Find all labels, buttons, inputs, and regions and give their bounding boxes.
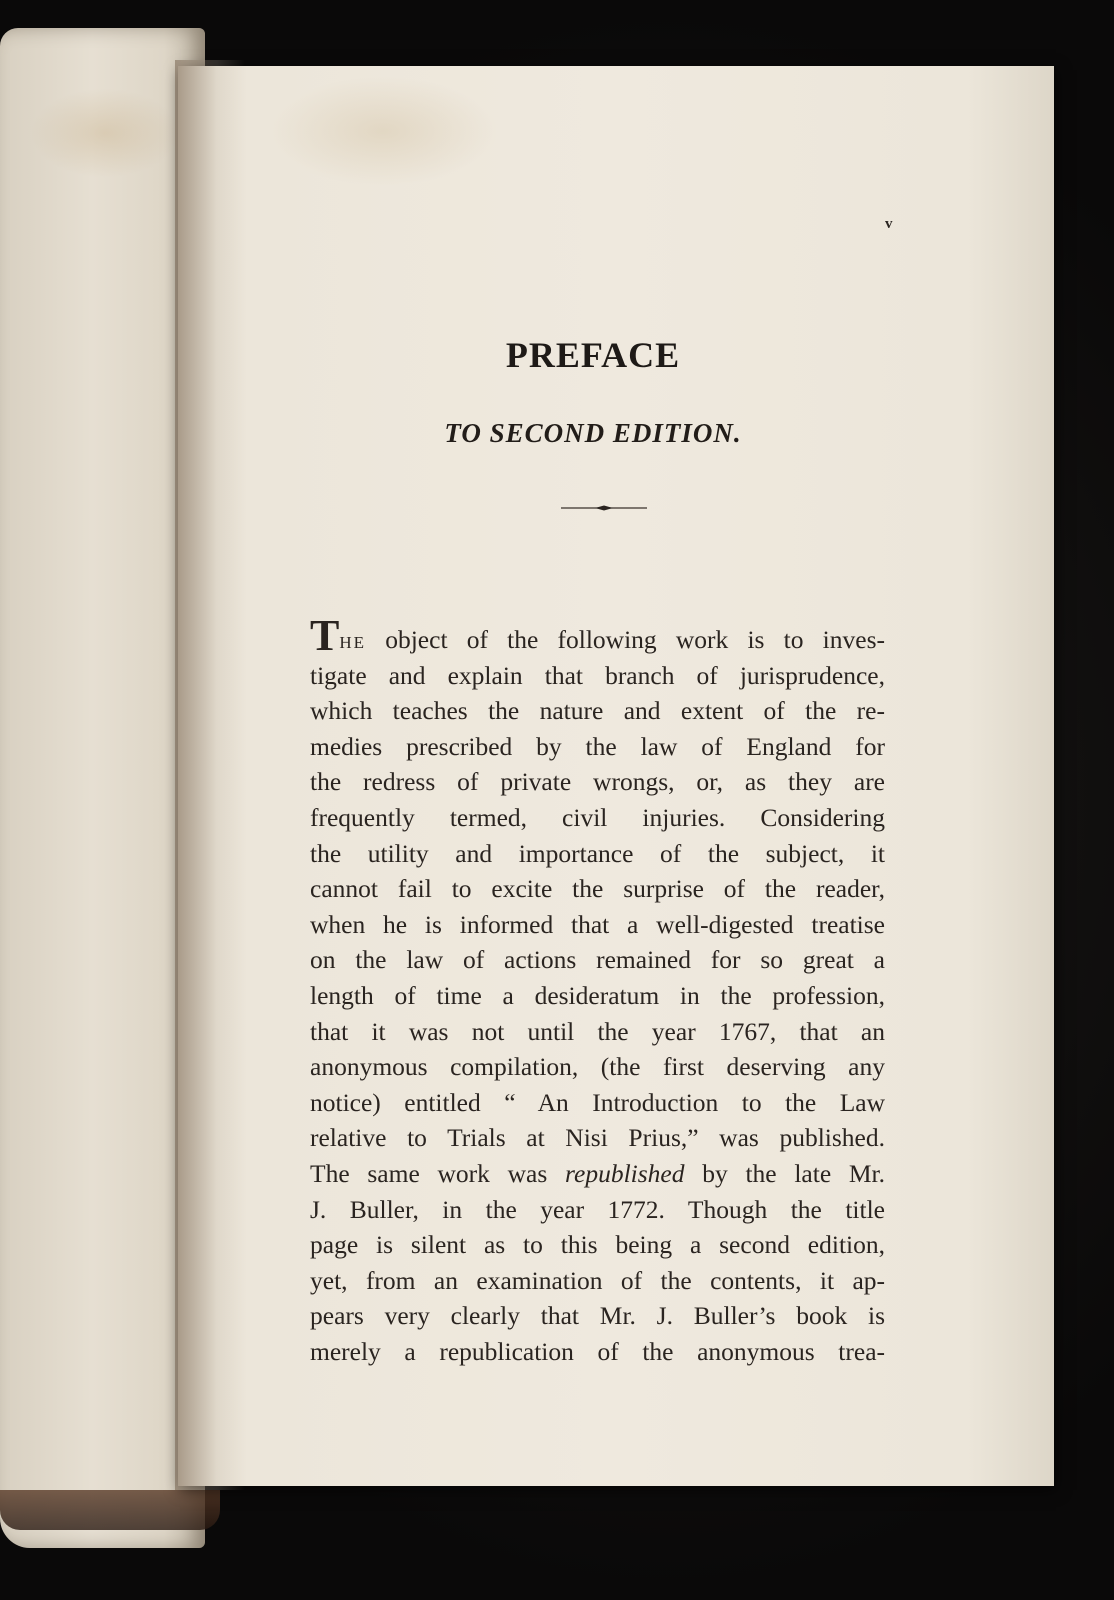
text-line: J. Buller, in the year 1772. Though the title xyxy=(310,1194,885,1224)
page-stain xyxy=(30,88,180,178)
text-line xyxy=(310,611,885,660)
book-cover-edge xyxy=(0,1490,220,1530)
small-caps: HE xyxy=(339,633,367,652)
page-subtitle: TO SECOND EDITION. xyxy=(444,418,742,448)
text-line: the redress of private wrongs, or, as they are xyxy=(310,767,885,797)
text-line: the utility and importance of the subject, it xyxy=(310,838,885,868)
text-line: notice) entitled “ An Introduction to the Law xyxy=(310,1087,885,1117)
text-line: length of time a desideratum in the profession, xyxy=(310,980,885,1010)
text-line: on the law of actions remained for so great a xyxy=(310,945,885,975)
body-text xyxy=(310,611,886,1369)
text-line: that it was not until the year 1767, that an xyxy=(310,1016,885,1046)
text-line: relative to Trials at Nisi Prius,” was published. xyxy=(310,1123,885,1153)
line-text: The same work was xyxy=(310,1158,548,1188)
drop-cap: T xyxy=(310,611,340,660)
text-line: which teaches the nature and extent of the re- xyxy=(310,696,885,726)
page-number: v xyxy=(885,216,893,232)
text-line: pears very clearly that Mr. J. Buller’s book is xyxy=(310,1301,885,1331)
text-line xyxy=(310,1156,885,1192)
text-line: merely a republication of the anonymous trea- xyxy=(310,1336,885,1366)
text-line: frequently termed, civil injuries. Considering xyxy=(310,802,885,832)
text-line: yet, from an examination of the contents, it ap- xyxy=(310,1265,885,1295)
right-page xyxy=(178,66,1054,1486)
page-gutter-shadow xyxy=(175,60,245,1490)
text-line: medies prescribed by the law of England for xyxy=(310,731,885,761)
line-text: object of the following work is to inves- xyxy=(366,625,885,654)
text-line: tigate and explain that branch of jurisprudence, xyxy=(310,660,885,690)
line-text: by the late Mr. xyxy=(702,1158,886,1188)
italic-word: republished xyxy=(565,1158,685,1188)
page-stain xyxy=(268,76,498,186)
ornament-divider-icon xyxy=(561,504,647,512)
text-line: cannot fail to excite the surprise of the reader, xyxy=(310,874,885,904)
text-line: when he is informed that a well-digested treatise xyxy=(310,909,885,939)
text-line: anonymous compilation, (the first deserving any xyxy=(310,1052,885,1082)
text-line: page is silent as to this being a second edition, xyxy=(310,1230,885,1260)
page-title: PREFACE xyxy=(505,335,681,375)
